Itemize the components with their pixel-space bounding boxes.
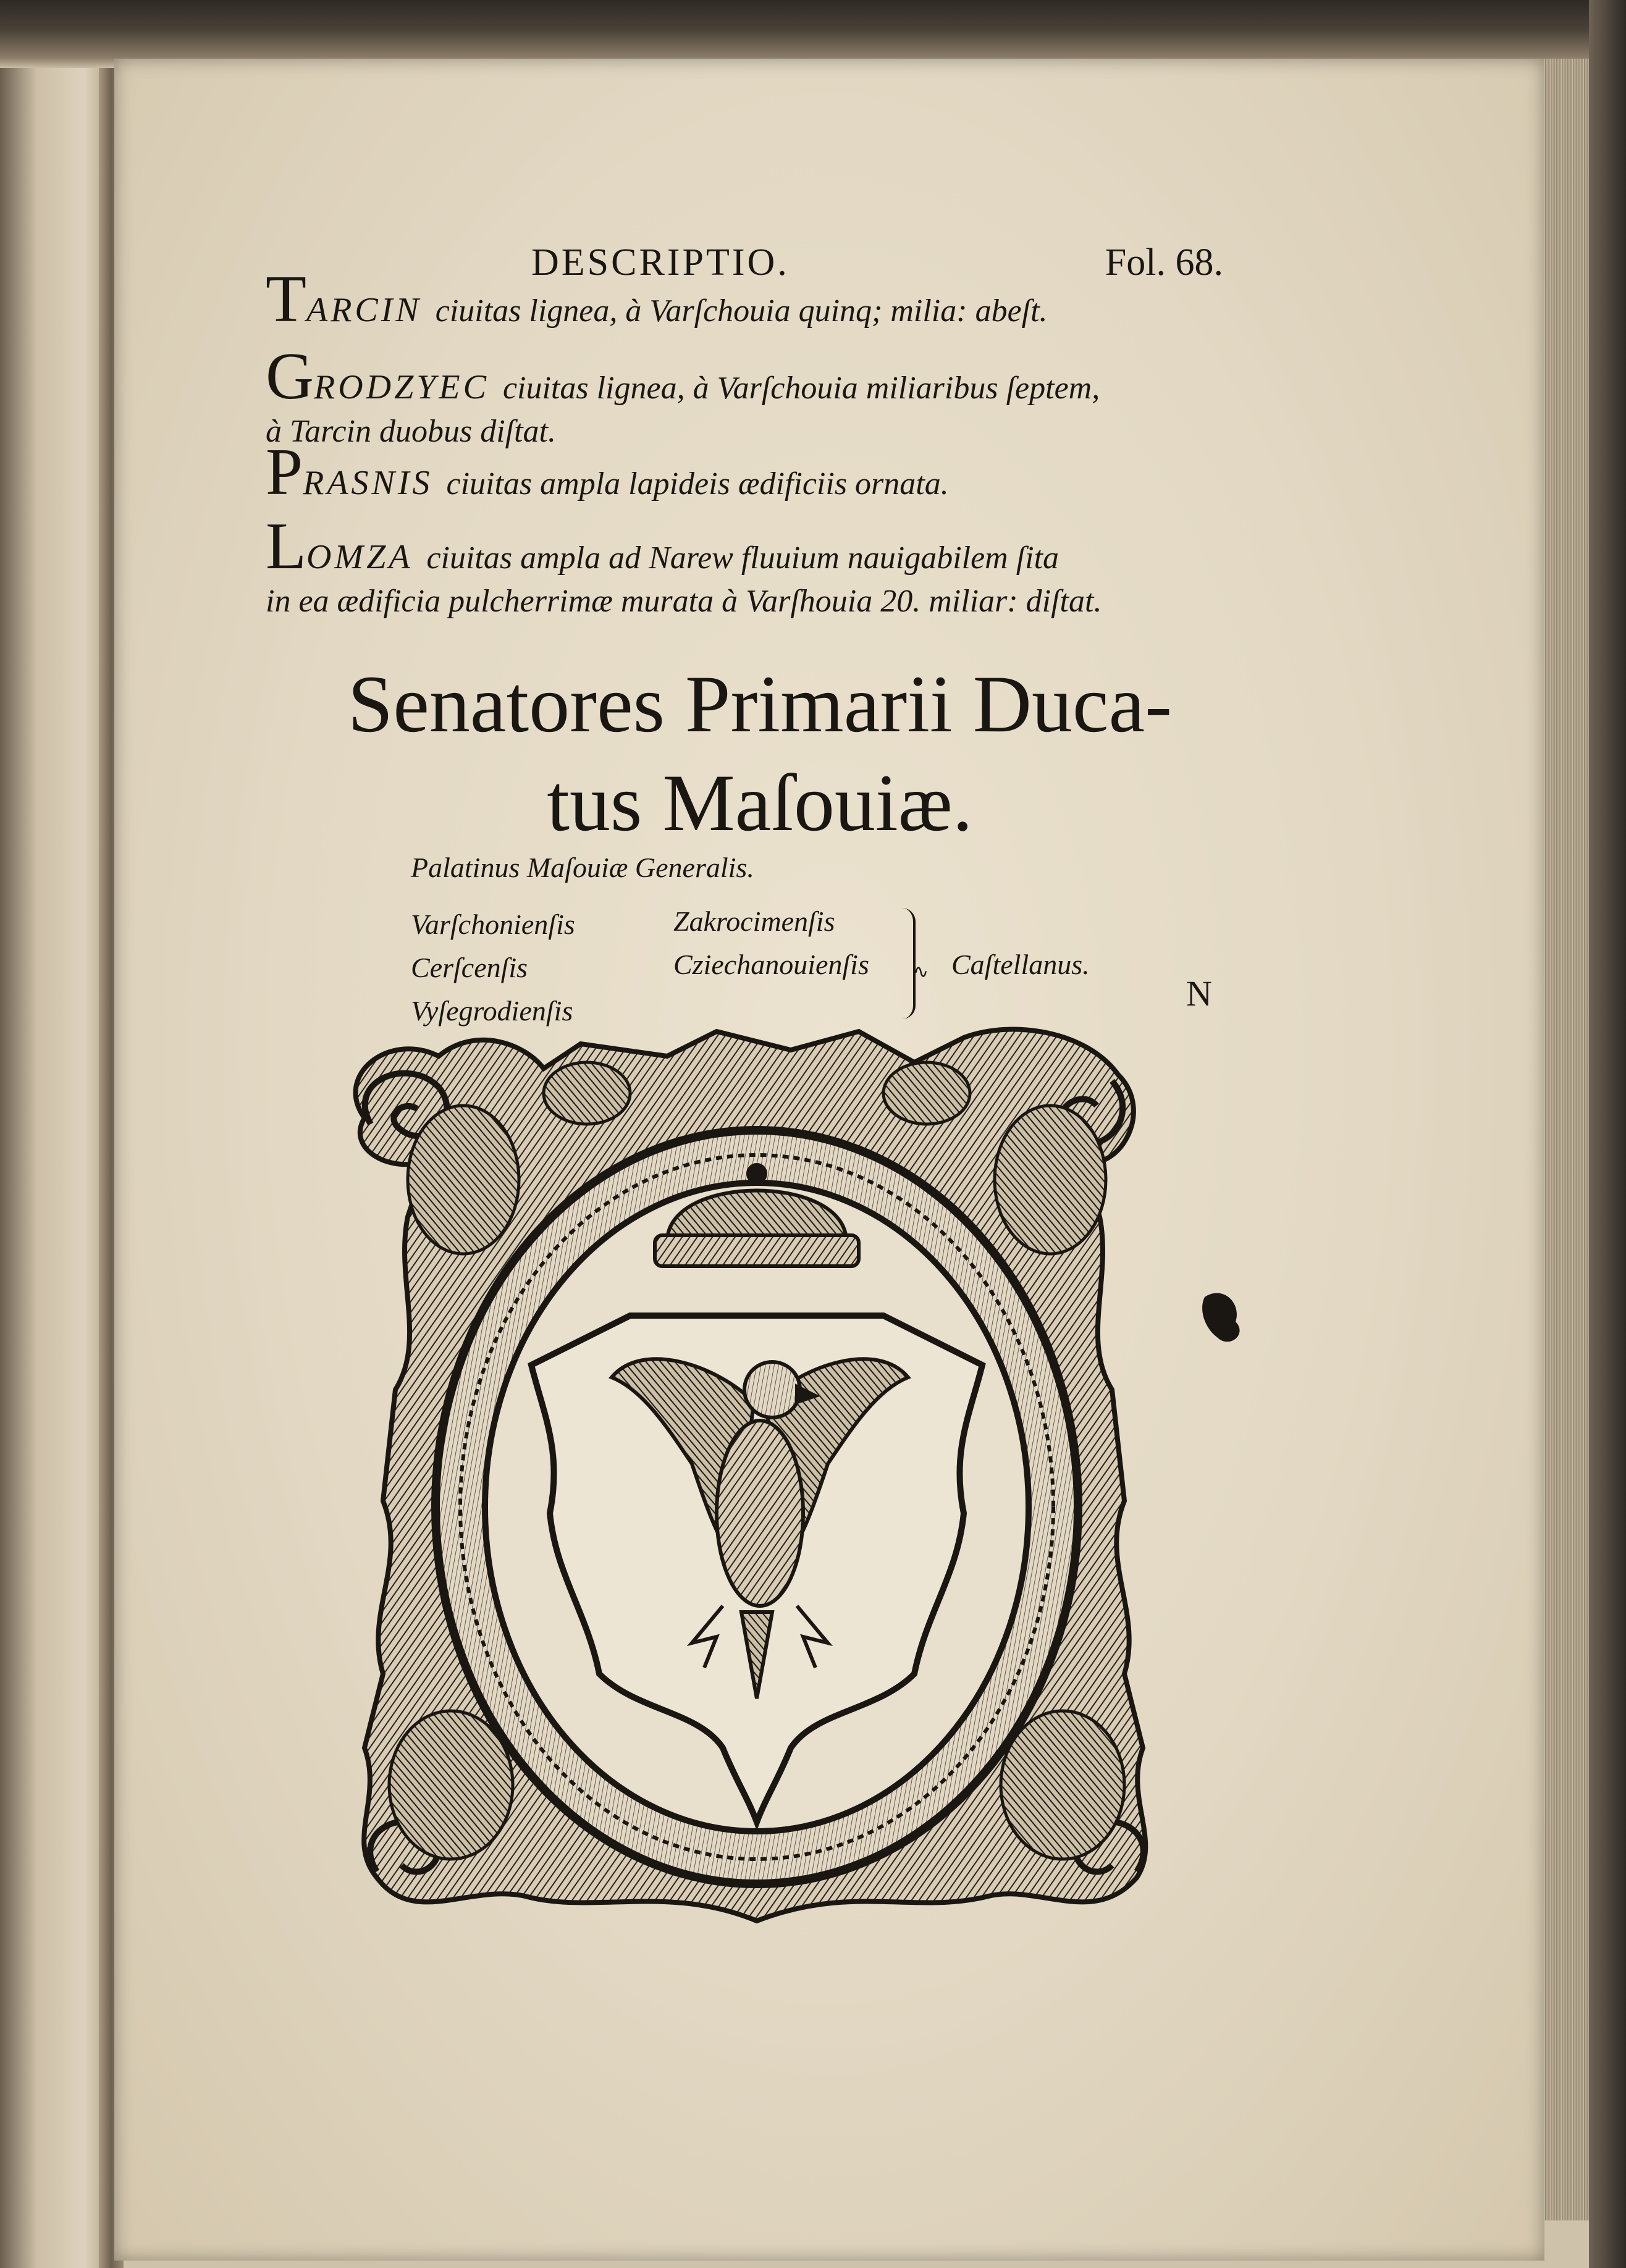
entry-lomza (266, 510, 1205, 623)
drop-capital: G (266, 340, 314, 413)
entry-grodzyec (266, 340, 1205, 453)
drop-capital: L (266, 510, 306, 583)
folio-number: Fol. 68. (1105, 242, 1223, 284)
signature-mark: N (1186, 973, 1212, 1014)
castellan-wyszogrod: Vyſegrodienſis (411, 995, 573, 1027)
entry-text: ciuitas ampla ad Narew fluuium nauigabilem ſita (426, 540, 1059, 576)
palatinus-line: Palatinus Maſouiæ Generalis. (411, 852, 754, 883)
left-page-edge (0, 0, 105, 2268)
place-name: RODZYEC (314, 368, 489, 406)
ink-blot (1198, 1285, 1254, 1353)
running-title: DESCRIPTIO. (531, 242, 790, 284)
drop-capital: P (266, 435, 303, 509)
castellan-czersk: Cerſcenſis (411, 952, 528, 983)
place-name: RASNIS (303, 464, 433, 502)
entry-text-continued: in ea ædificia pulcherrimæ murata à Varſhouia 20. miliar: diſtat. (266, 584, 1102, 619)
castellanus-label: Caſtellanus. (951, 949, 1090, 980)
entry-prasnis (266, 435, 1205, 509)
castellan-ciechanow: Cziechanouienſis (673, 949, 869, 980)
place-name: ARCIN (306, 291, 422, 329)
top-binding (0, 0, 1626, 68)
section-heading-line2: tus Maſouiæ. (547, 757, 973, 848)
entry-text: ciuitas lignea, à Varſchouia miliaribus ſeptem, (502, 371, 1100, 406)
drop-capital: T (266, 262, 306, 336)
castellan-warsaw: Varſchonienſis (411, 909, 575, 940)
castellan-zakroczym: Zakrocimenſis (673, 905, 835, 937)
section-heading-line1: Senatores Primarii Duca- (347, 658, 1173, 749)
entry-text: ciuitas ampla lapideis ædificiis ornata. (446, 466, 949, 502)
right-shadow (1589, 0, 1626, 2268)
coat-of-arms-woodcut (321, 1019, 1192, 1952)
entry-text-continued: à Tarcin duobus diſtat. (266, 414, 557, 449)
entry-text: ciuitas lignea, à Varſchouia quinq; milia: abeſt. (435, 293, 1048, 329)
brace-tip: ∿ (913, 962, 929, 982)
brace (895, 908, 916, 1019)
place-name: OMZA (306, 538, 413, 576)
